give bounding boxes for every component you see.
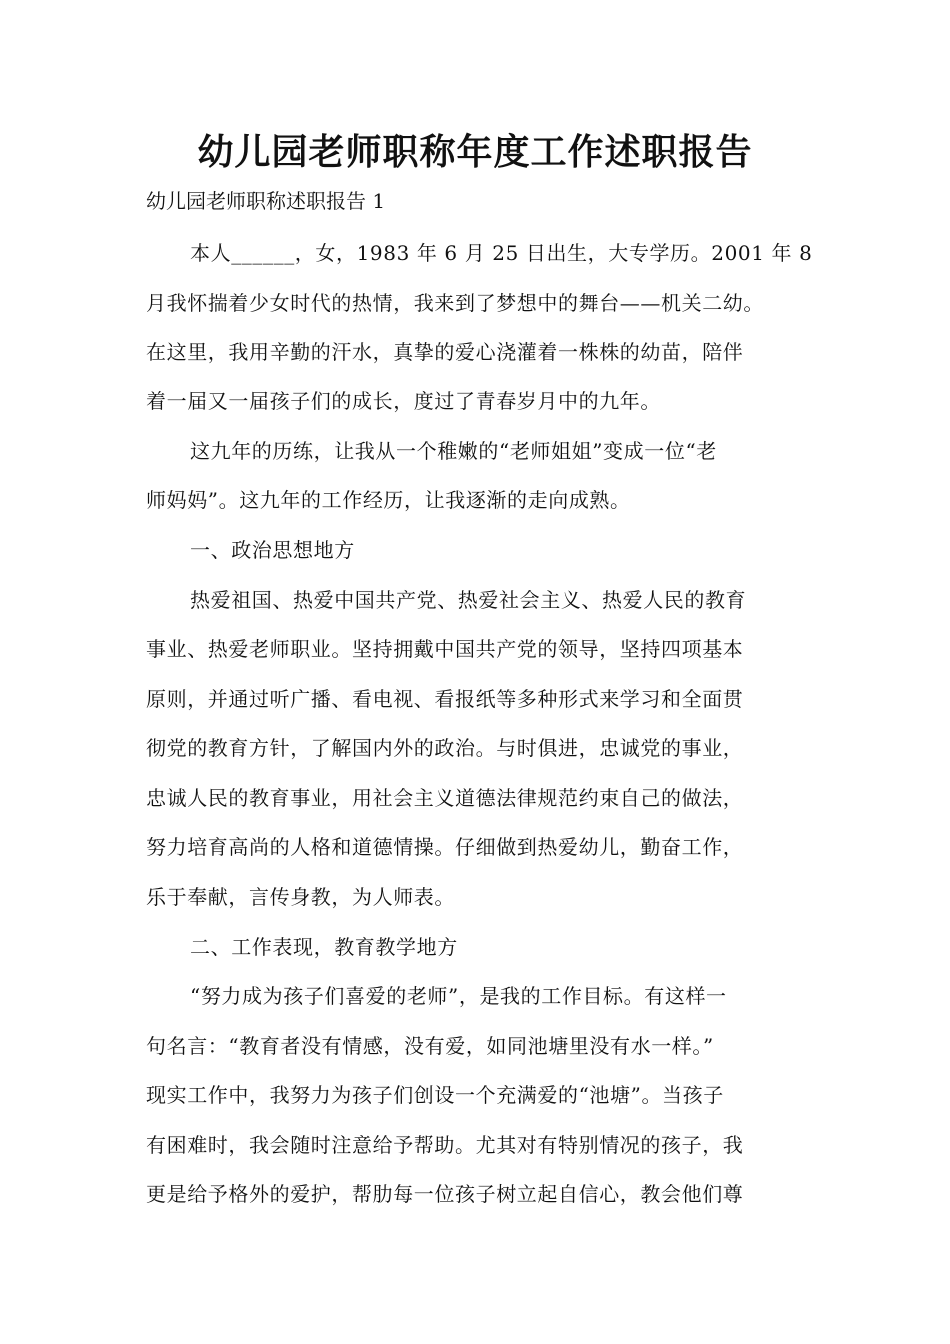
paragraph-line: “努力成为孩子们喜爱的老师”，是我的工作目标。有这样一: [190, 984, 727, 1008]
paragraph-line: 句名言：“教育者没有情感，没有爱，如同池塘里没有水一样。”: [146, 1034, 714, 1058]
paragraph-line: 原则，并通过听广播、看电视、看报纸等多种形式来学习和全面贯: [146, 687, 744, 711]
section-heading: 二、工作表现，教育教学地方: [190, 935, 458, 959]
paragraph-line: 忠诚人民的教育事业，用社会主义道德法律规范约束自己的做法，: [146, 786, 744, 810]
section-heading: 一、政治思想地方: [190, 538, 355, 562]
paragraph-line: 着一届又一届孩子们的成长，度过了青春岁月中的九年。: [146, 389, 661, 413]
paragraph-line: 彻党的教育方针，了解国内外的政治。与时俱进，忠诚党的事业，: [146, 736, 744, 760]
paragraph-line: 在这里，我用辛勤的汗水，真挚的爱心浇灌着一株株的幼苗，陪伴: [146, 340, 744, 364]
paragraph-line: 更是给予格外的爱护，帮肋每一位孩子树立起自信心，教会他们尊: [146, 1182, 744, 1206]
paragraph-line: 这九年的历练，让我从一个稚嫩的“老师姐姐”变成一位“老: [190, 439, 717, 463]
paragraph-line: 月我怀揣着少女时代的热情，我来到了梦想中的舞台——机关二幼。: [146, 291, 764, 315]
paragraph-line: 现实工作中，我努力为孩子们创设一个充满爱的“池塘”。当孩子: [146, 1083, 724, 1107]
paragraph-line: 有困难时，我会随时注意给予帮助。尤其对有特别情况的孩子，我: [146, 1133, 744, 1157]
paragraph-line: 师妈妈”。这九年的工作经历，让我逐渐的走向成熟。: [146, 488, 631, 512]
document-title: 幼儿园老师职称年度工作述职报告: [197, 132, 753, 173]
paragraph-line: 热爱祖国、热爱中国共产党、热爱社会主义、热爱人民的教育: [190, 588, 747, 612]
paragraph-line: 本人______，女，1983 年 6 月 25 日出生，大专学历。2001 年 8: [190, 241, 813, 265]
paragraph-line: 乐于奉献，言传身教，为人师表。: [146, 885, 455, 909]
paragraph-line: 事业、热爱老师职业。坚持拥戴中国共产党的领导，坚持四项基本: [146, 637, 744, 661]
paragraph-line: 努力培育高尚的人格和道德情操。仔细做到热爱幼儿，勤奋工作，: [146, 835, 744, 859]
section-subtitle: 幼儿园老师职称述职报告 1: [146, 189, 386, 213]
